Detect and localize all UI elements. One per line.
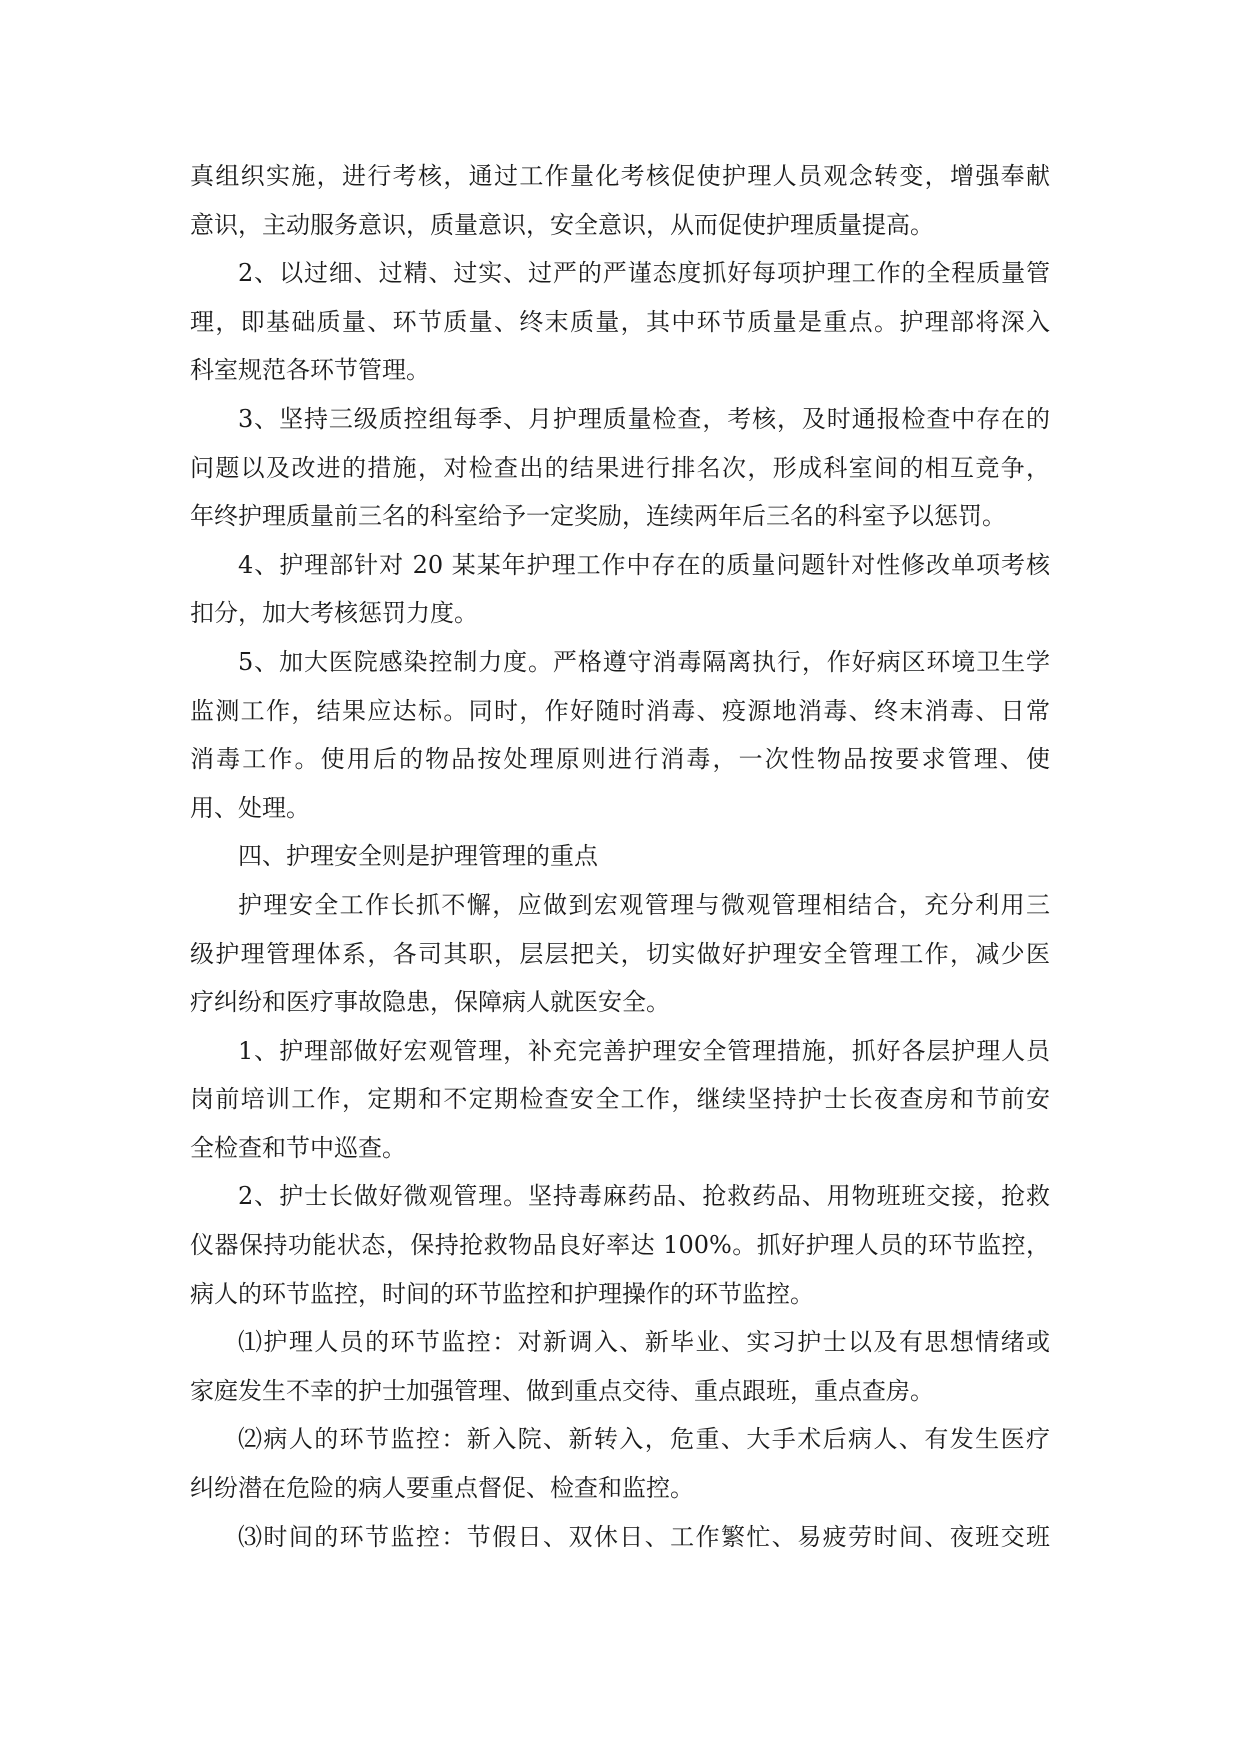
text-line: 仪器保持功能状态，保持抢救物品良好率达 100%。抓好护理人员的环节监控， bbox=[190, 1231, 1050, 1260]
text-line: 意识，主动服务意识，质量意识，安全意识，从而促使护理质量提高。 bbox=[190, 210, 934, 239]
text-line: 问题以及改进的措施，对检查出的结果进行排名次，形成科室间的相互竞争， bbox=[190, 453, 1050, 482]
text-line: 扣分，加大考核惩罚力度。 bbox=[190, 599, 478, 628]
text-line: 年终护理质量前三名的科室给予一定奖励，连续两年后三名的科室予以惩罚。 bbox=[190, 502, 1006, 531]
text-line: ⑴护理人员的环节监控：对新调入、新毕业、实习护士以及有思想情绪或 bbox=[238, 1328, 1050, 1357]
text-line: 家庭发生不幸的护士加强管理、做到重点交待、重点跟班，重点查房。 bbox=[190, 1376, 934, 1405]
text-line: 四、护理安全则是护理管理的重点 bbox=[238, 842, 598, 871]
text-line: 4、护理部针对 20 某某年护理工作中存在的质量问题针对性修改单项考核 bbox=[238, 550, 1050, 579]
text-line: 理，即基础质量、环节质量、终末质量，其中环节质量是重点。护理部将深入 bbox=[190, 307, 1050, 336]
text-line: 监测工作，结果应达标。同时，作好随时消毒、疫源地消毒、终末消毒、日常 bbox=[190, 696, 1050, 725]
text-line: 疗纠纷和医疗事故隐患，保障病人就医安全。 bbox=[190, 988, 670, 1017]
text-line: 3、坚持三级质控组每季、月护理质量检查，考核，及时通报检查中存在的 bbox=[238, 404, 1050, 433]
text-line: 科室规范各环节管理。 bbox=[190, 356, 430, 385]
text-line: 用、处理。 bbox=[190, 793, 310, 822]
text-line: 全检查和节中巡查。 bbox=[190, 1133, 406, 1162]
text-line: 5、加大医院感染控制力度。严格遵守消毒隔离执行，作好病区环境卫生学 bbox=[238, 647, 1050, 676]
text-line: 消毒工作。使用后的物品按处理原则进行消毒，一次性物品按要求管理、使 bbox=[190, 745, 1050, 774]
text-line: 病人的环节监控，时间的环节监控和护理操作的环节监控。 bbox=[190, 1279, 814, 1308]
text-line: 岗前培训工作，定期和不定期检查安全工作，继续坚持护士长夜查房和节前安 bbox=[190, 1085, 1050, 1114]
text-line: ⑵病人的环节监控：新入院、新转入，危重、大手术后病人、有发生医疗 bbox=[238, 1425, 1050, 1454]
text-line: 护理安全工作长抓不懈，应做到宏观管理与微观管理相结合，充分利用三 bbox=[238, 890, 1050, 919]
text-line: 纠纷潜在危险的病人要重点督促、检查和监控。 bbox=[190, 1474, 694, 1503]
text-line: 真组织实施，进行考核，通过工作量化考核促使护理人员观念转变，增强奉献 bbox=[190, 162, 1050, 190]
text-line: 1、护理部做好宏观管理，补充完善护理安全管理措施，抓好各层护理人员 bbox=[238, 1036, 1050, 1065]
text-line: 级护理管理体系，各司其职，层层把关，切实做好护理安全管理工作，减少医 bbox=[190, 939, 1050, 968]
text-line: 2、护士长做好微观管理。坚持毒麻药品、抢救药品、用物班班交接，抢救 bbox=[238, 1182, 1050, 1211]
text-line: 2、以过细、过精、过实、过严的严谨态度抓好每项护理工作的全程质量管 bbox=[238, 259, 1050, 288]
text-line: ⑶时间的环节监控：节假日、双休日、工作繁忙、易疲劳时间、夜班交班 bbox=[238, 1522, 1050, 1551]
document-body bbox=[190, 152, 1050, 1561]
